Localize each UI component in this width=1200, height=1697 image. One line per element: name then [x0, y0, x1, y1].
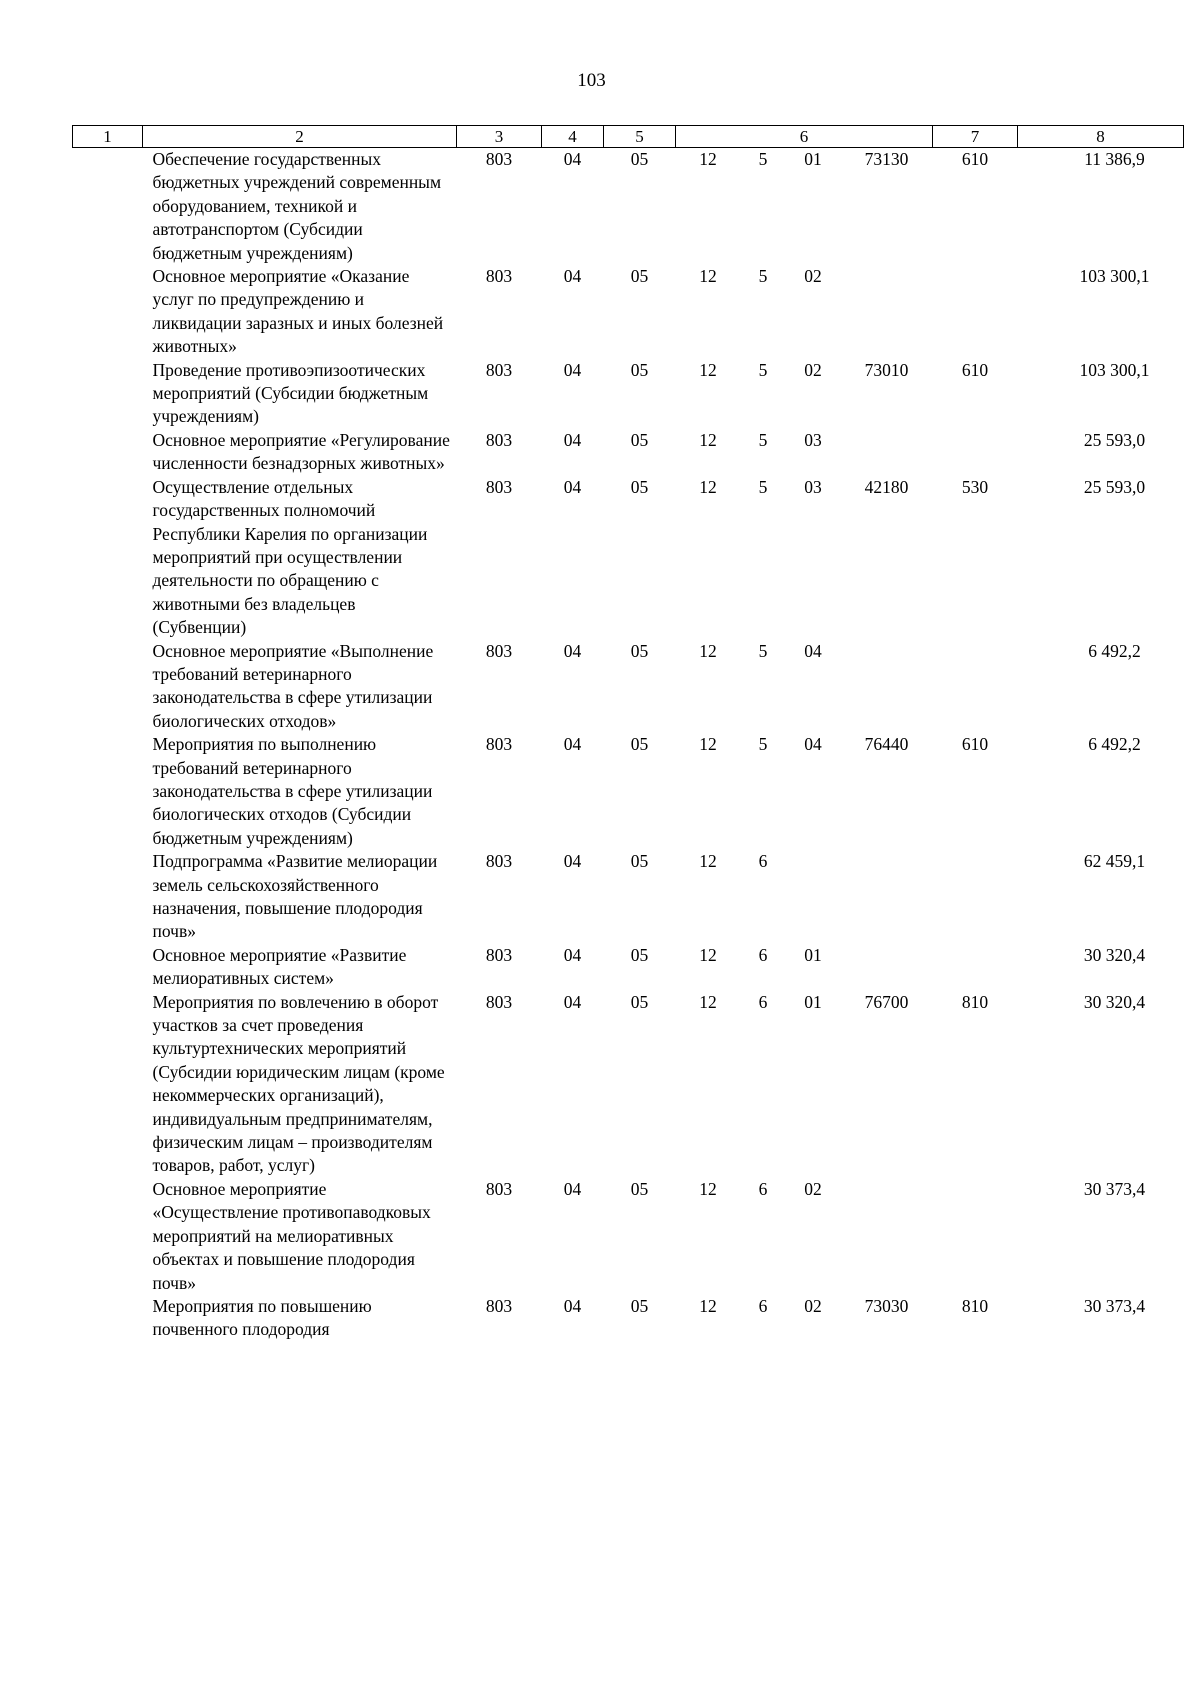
row-col-3: 803 — [485, 851, 513, 872]
table-row — [73, 1295, 1184, 1342]
row-col-7: 610 — [961, 359, 989, 380]
header-col-7: 7 — [933, 126, 1018, 148]
row-code-part-4 — [841, 850, 933, 944]
row-col-4: 04 — [563, 359, 582, 380]
row-col-4: 04 — [563, 1295, 582, 1316]
header-col-5: 5 — [604, 126, 676, 148]
header-col-3: 3 — [457, 126, 542, 148]
row-name: Основное мероприятие «Осуществление противопаводковых мероприятий на мелиоративных объектах и повышение плодородия почв» — [152, 1178, 431, 1293]
row-amount: 25 593,0 — [1083, 429, 1146, 450]
table-row — [73, 850, 1184, 944]
row-col-5: 05 — [630, 734, 649, 755]
row-col-1 — [73, 850, 143, 944]
row-name: Мероприятия по повышению почвенного плодородия — [152, 1295, 372, 1340]
row-name: Основное мероприятие «Развитие мелиоративных систем» — [152, 944, 407, 989]
row-name: Подпрограмма «Развитие мелиорации земель сельскохозяйственного назначения, повышение плодородия почв» — [152, 851, 438, 942]
row-code-part-2: 6 — [758, 991, 768, 1012]
table-row — [73, 265, 1184, 359]
row-code-part-2: 5 — [758, 476, 768, 497]
header-col-4: 4 — [542, 126, 604, 148]
row-code-part-3: 04 — [804, 734, 822, 755]
row-name: Основное мероприятие «Выполнение требований ветеринарного законодательства в сфере утилизации биологических отходов» — [152, 640, 434, 731]
row-code-part-3 — [786, 850, 841, 944]
row-col-5: 05 — [630, 851, 649, 872]
row-col-4: 04 — [563, 476, 582, 497]
row-col-7: 530 — [961, 476, 989, 497]
row-amount: 6 492,2 — [1088, 734, 1141, 755]
header-col-6: 6 — [676, 126, 933, 148]
row-code-part-1: 12 — [699, 640, 717, 661]
table-header — [73, 126, 1184, 148]
row-code-part-1: 12 — [699, 359, 717, 380]
row-name: Обеспечение государственных бюджетных учреждений современным оборудованием, техникой и автотранспортом (Субсидии бюджетным учреждениям) — [152, 149, 442, 263]
row-col-1 — [73, 991, 143, 1178]
row-col-5: 05 — [630, 476, 649, 497]
row-code-part-3: 02 — [804, 359, 822, 380]
row-col-3: 803 — [485, 429, 513, 450]
row-col-5: 05 — [630, 640, 649, 661]
row-code-part-4: 42180 — [864, 476, 909, 497]
table-row — [73, 476, 1184, 640]
row-code-part-4: 73130 — [864, 149, 909, 169]
row-col-5: 05 — [630, 944, 649, 965]
row-name: Проведение противоэпизоотических мероприятий (Субсидии бюджетным учреждениям) — [152, 359, 429, 427]
row-col-1 — [73, 733, 143, 850]
row-code-part-3: 02 — [804, 266, 822, 287]
row-col-7 — [933, 1178, 1018, 1295]
row-col-7: 610 — [961, 734, 989, 755]
row-col-4: 04 — [563, 149, 582, 169]
row-col-1 — [73, 359, 143, 429]
row-col-7 — [933, 944, 1018, 991]
row-amount: 6 492,2 — [1088, 640, 1141, 661]
row-code-part-2: 5 — [758, 429, 768, 450]
row-code-part-4 — [841, 640, 933, 734]
row-col-1 — [73, 148, 143, 266]
row-code-part-2: 6 — [758, 851, 768, 872]
row-amount: 30 320,4 — [1083, 991, 1146, 1012]
row-name: Основное мероприятие «Оказание услуг по предупреждению и ликвидации заразных и иных болезней животных» — [152, 266, 444, 357]
row-col-5: 05 — [630, 1295, 649, 1316]
table-row — [73, 429, 1184, 476]
header-col-1: 1 — [73, 126, 143, 148]
row-code-part-4 — [841, 429, 933, 476]
row-code-part-1: 12 — [699, 149, 717, 169]
row-amount: 103 300,1 — [1079, 359, 1150, 380]
row-col-7 — [933, 850, 1018, 944]
row-col-1 — [73, 640, 143, 734]
row-col-4: 04 — [563, 266, 582, 287]
header-col-8: 8 — [1018, 126, 1184, 148]
table-row — [73, 991, 1184, 1178]
row-code-part-2: 5 — [758, 640, 768, 661]
row-col-7: 810 — [961, 1295, 989, 1316]
row-code-part-1: 12 — [699, 1295, 717, 1316]
row-code-part-2: 5 — [758, 266, 768, 287]
row-col-5: 05 — [630, 149, 649, 169]
row-code-part-1: 12 — [699, 429, 717, 450]
row-code-part-4 — [841, 265, 933, 359]
row-code-part-4: 76440 — [864, 734, 909, 755]
row-code-part-1: 12 — [699, 991, 717, 1012]
row-col-4: 04 — [563, 991, 582, 1012]
row-code-part-1: 12 — [699, 1178, 717, 1199]
row-code-part-4: 73010 — [864, 359, 909, 380]
row-name: Основное мероприятие «Регулирование численности безнадзорных животных» — [152, 429, 450, 474]
row-code-part-1: 12 — [699, 476, 717, 497]
row-amount: 11 386,9 — [1084, 149, 1145, 169]
row-name: Мероприятия по выполнению требований ветеринарного законодательства в сфере утилизации биологических отходов (Субсидии бюджетным учреждениям) — [152, 734, 433, 848]
row-col-3: 803 — [485, 1295, 513, 1316]
row-code-part-2: 6 — [758, 1295, 768, 1316]
row-amount: 103 300,1 — [1079, 266, 1150, 287]
row-col-7 — [933, 265, 1018, 359]
row-code-part-2: 5 — [758, 734, 768, 755]
row-col-3: 803 — [485, 734, 513, 755]
row-code-part-4: 73030 — [864, 1295, 909, 1316]
table-body — [73, 148, 1184, 1342]
row-col-5: 05 — [630, 991, 649, 1012]
row-code-part-3: 02 — [804, 1178, 822, 1199]
row-col-4: 04 — [563, 734, 582, 755]
row-col-1 — [73, 476, 143, 640]
row-col-7: 810 — [961, 991, 989, 1012]
row-amount: 30 373,4 — [1083, 1295, 1146, 1316]
row-col-4: 04 — [563, 429, 582, 450]
row-col-5: 05 — [630, 1178, 649, 1199]
row-code-part-3: 04 — [804, 640, 822, 661]
row-code-part-2: 5 — [758, 149, 768, 169]
row-code-part-4 — [841, 1178, 933, 1295]
table-row — [73, 944, 1184, 991]
row-col-7 — [933, 640, 1018, 734]
row-code-part-3: 03 — [804, 476, 822, 497]
row-col-4: 04 — [563, 640, 582, 661]
row-code-part-1: 12 — [699, 734, 717, 755]
row-amount: 30 373,4 — [1083, 1178, 1146, 1199]
row-code-part-1: 12 — [699, 944, 717, 965]
row-col-3: 803 — [485, 476, 513, 497]
row-code-part-1: 12 — [699, 851, 717, 872]
row-code-part-4 — [841, 944, 933, 991]
row-col-1 — [73, 265, 143, 359]
row-col-3: 803 — [485, 944, 513, 965]
table-row — [73, 148, 1184, 266]
row-name: Мероприятия по вовлечению в оборот участков за счет проведения культуртехнических мероприятий (Субсидии юридическим лицам (кроме некоммерческих организаций), индивидуальным предпринимателям, физическим лицам – производителям товаров, работ, услуг) — [152, 991, 445, 1176]
row-code-part-1: 12 — [699, 266, 717, 287]
row-code-part-3: 01 — [804, 991, 822, 1012]
table-row — [73, 1178, 1184, 1295]
row-amount: 30 320,4 — [1083, 944, 1146, 965]
row-col-4: 04 — [563, 1178, 582, 1199]
table-row — [73, 733, 1184, 850]
row-col-1 — [73, 429, 143, 476]
row-col-4: 04 — [563, 944, 582, 965]
row-col-7 — [933, 429, 1018, 476]
row-amount: 62 459,1 — [1083, 851, 1146, 872]
row-code-part-3: 01 — [804, 944, 822, 965]
table-row — [73, 640, 1184, 734]
row-amount: 25 593,0 — [1083, 476, 1146, 497]
budget-table — [72, 125, 1184, 1342]
row-code-part-2: 5 — [758, 359, 768, 380]
table-row — [73, 359, 1184, 429]
row-col-1 — [73, 1295, 143, 1342]
page-number: 103 — [577, 70, 606, 91]
row-name: Осуществление отдельных государственных полномочий Республики Карелия по организации мероприятий при осуществлении деятельности по обращению с животными без владельцев (Субвенции) — [152, 476, 428, 638]
row-col-3: 803 — [485, 266, 513, 287]
row-code-part-2: 6 — [758, 1178, 768, 1199]
row-code-part-3: 01 — [804, 149, 822, 169]
row-code-part-3: 03 — [804, 429, 822, 450]
row-col-5: 05 — [630, 429, 649, 450]
row-col-3: 803 — [485, 359, 513, 380]
row-code-part-3: 02 — [804, 1295, 822, 1316]
row-col-3: 803 — [485, 640, 513, 661]
row-code-part-4: 76700 — [864, 991, 909, 1012]
row-col-3: 803 — [485, 991, 513, 1012]
row-col-7: 610 — [961, 149, 989, 169]
row-col-3: 803 — [485, 1178, 513, 1199]
row-col-5: 05 — [630, 266, 649, 287]
row-col-4: 04 — [563, 851, 582, 872]
row-col-1 — [73, 944, 143, 991]
header-col-2: 2 — [143, 126, 457, 148]
row-code-part-2: 6 — [758, 944, 768, 965]
row-col-5: 05 — [630, 359, 649, 380]
row-col-3: 803 — [485, 149, 513, 169]
row-col-1 — [73, 1178, 143, 1295]
